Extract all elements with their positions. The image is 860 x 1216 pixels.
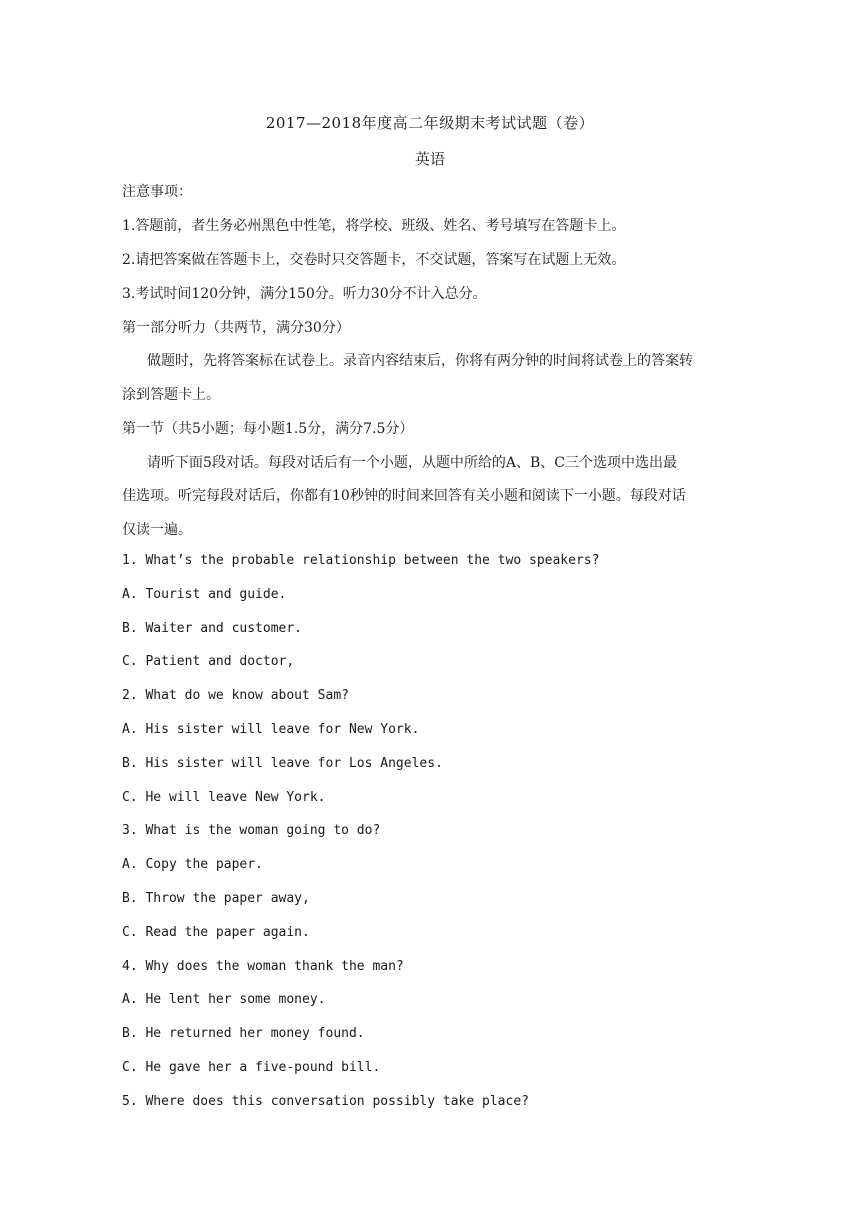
option-c: C. Read the paper again. <box>122 925 310 940</box>
option-b: B. His sister will leave for Los Angeles. <box>122 756 443 771</box>
section1-instruction: 佳选项。听完每段对话后，你都有10秒钟的时间来回答有关小题和阅读下一小题。每段对话 <box>122 488 686 504</box>
option-b: B. Waiter and customer. <box>122 621 303 636</box>
option-a: A. Copy the paper. <box>122 857 263 872</box>
exam-title: 2017—2018年度高二年级期末考试试题（卷） <box>265 114 595 132</box>
section1-instruction: 仅读一遍。 <box>122 522 192 538</box>
question-5: 5. Where does this conversation possibly take place? <box>122 1094 529 1109</box>
option-b: B. He returned her money found. <box>122 1026 365 1041</box>
note-item: 1.答题前，者生务必州黑色中性笔，将学校、班级、姓名、考号填写在答题卡上。 <box>122 218 626 234</box>
option-a: A. He lent her some money. <box>122 992 326 1007</box>
part1-heading: 第一部分听力（共两节，满分30分） <box>122 320 350 336</box>
part1-instruction: 做题时，先将答案标在试卷上。录音内容结束后，你将有两分钟的时间将试卷上的答案转 <box>147 353 693 369</box>
note-item: 3.考试时间120分钟，满分150分。听力30分不计入总分。 <box>122 286 487 302</box>
note-item: 2.请把答案做在答题卡上，交卷时只交答题卡，不交试题，答案写在试题上无效。 <box>122 252 626 268</box>
question-1: 1. What’s the probable relationship between the two speakers? <box>122 553 600 568</box>
section1-instruction: 请听下面5段对话。每段对话后有一个小题，从题中所给的A、B、C三个选项中选出最 <box>147 455 678 471</box>
subject-title: 英语 <box>414 150 445 168</box>
question-4: 4. Why does the woman thank the man? <box>122 959 404 974</box>
option-a: A. His sister will leave for New York. <box>122 722 420 737</box>
question-2: 2. What do we know about Sam? <box>122 688 349 703</box>
section1-heading: 第一节（共5小题；每小题1.5分，满分7.5分） <box>122 421 414 437</box>
question-3: 3. What is the woman going to do? <box>122 823 381 838</box>
part1-instruction: 涂到答题卡上。 <box>122 387 220 403</box>
option-b: B. Throw the paper away, <box>122 891 310 906</box>
notes-heading: 注意事项： <box>122 184 192 200</box>
option-c: C. He will leave New York. <box>122 790 326 805</box>
option-c: C. Patient and doctor, <box>122 654 295 669</box>
option-a: A. Tourist and guide. <box>122 587 287 602</box>
option-c: C. He gave her a five-pound bill. <box>122 1060 381 1075</box>
